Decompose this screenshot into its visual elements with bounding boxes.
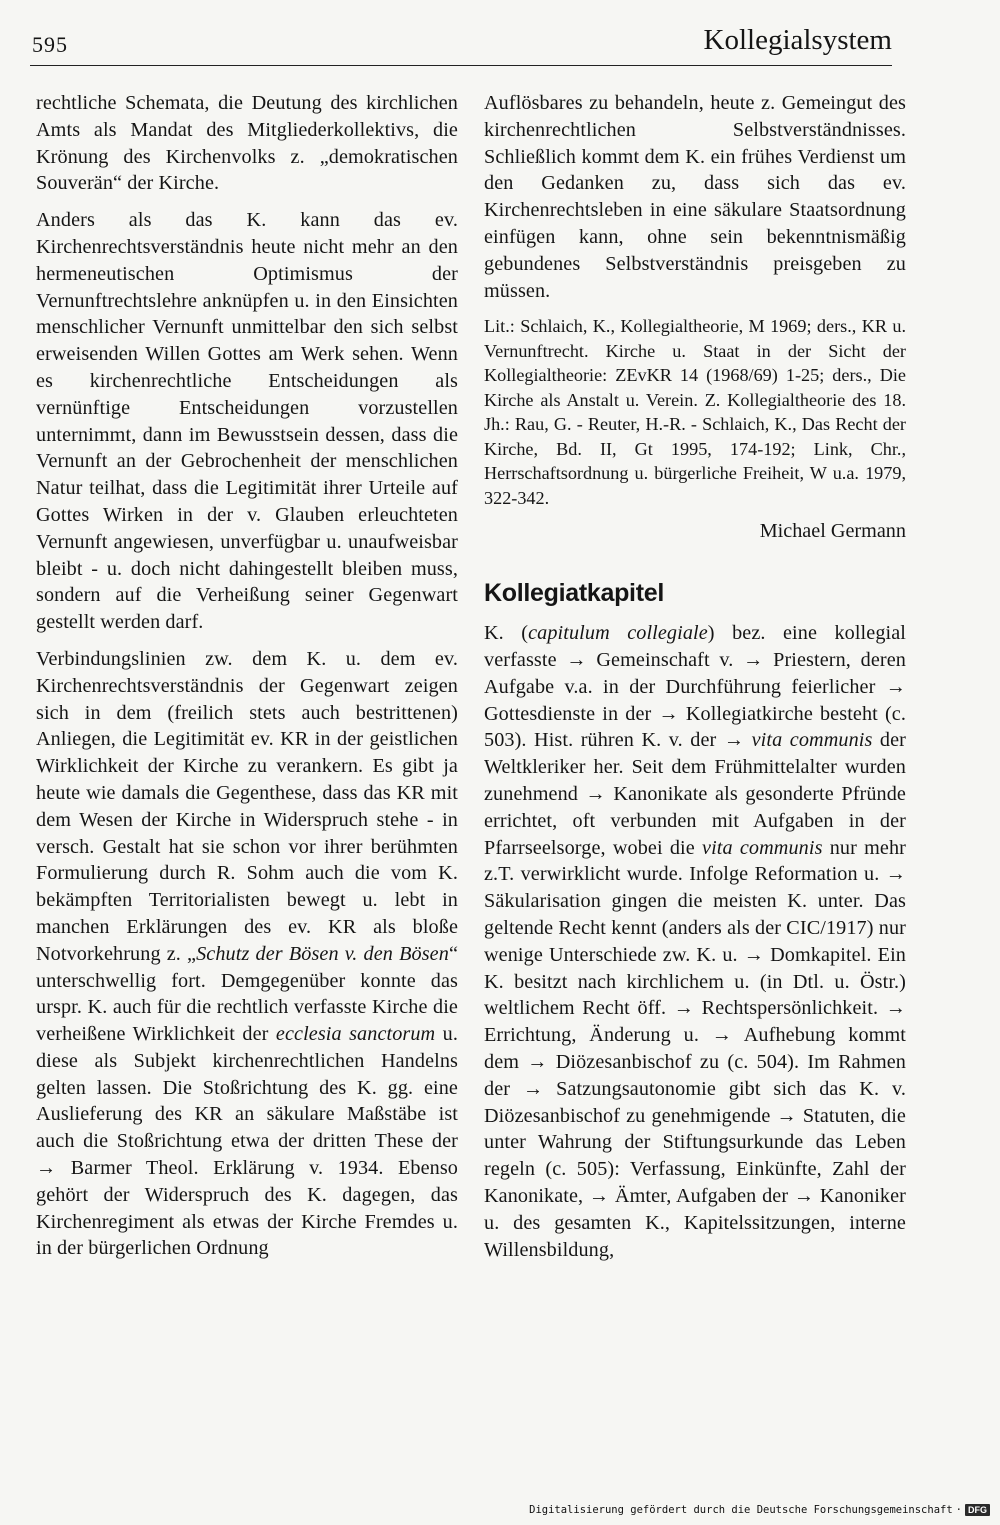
dfg-logo-icon: DFG: [965, 1504, 990, 1516]
italic-quote: Schutz der Bösen v. den Bösen: [196, 942, 449, 965]
text-run: nur mehr z.T. verwirklicht wurde. Infolge Reformation u. → Säkularisation gingen die meisten K. unter. Das geltende Recht kennt (anders als der CIC/1917) nur wenige Unterschiede zw. K. u. → Domkapitel. Ein K. besitzt nach kirchlichem u. (in Dtl. u. Östr.) weltlichem Recht öff. → Rechtspersönlichkeit. → Errichtung, Änderung u. → Aufhebung kommt dem → Diözesanbischof zu (c. 504). Im Rahmen der → Satzungsautonomie gibt sich das K. v. Diözesanbischof zu genehmigende → Statuten, die unter Wahrung der Stiftungsurkunde das Leben regeln (c. 505): Verfassung, Einkünfte, Zahl der Kanonikate, → Ämter, Aufgaben der → Kanoniker u. des gesamten K., Kapitelssitzungen, interne Willensbildung,: [484, 836, 907, 1261]
right-column: [484, 90, 906, 1273]
header-rule: [30, 65, 892, 66]
text-run: der Weltkleriker her. Seit dem Frühmittelalter wurden zunehmend → Kanonikate als gesonderte Pfründe errichtet, oft verbunden mit Aufgaben in der Pfarrseelsorge, wobei die: [484, 729, 906, 859]
page-number: 595: [32, 32, 68, 57]
text-run: “ unterschwellig fort. Demgegenüber konnte das urspr. K. auch für die rechtlich verfasste Kirche die verheißene Wirklichkeit der: [36, 942, 458, 1046]
paragraph: [36, 646, 458, 1262]
paragraph: Auflösbares zu behandeln, heute z. Gemeingut des kirchenrechtlichen Selbstverständnisses. Schließlich kommt dem K. ein frühes Verdienst um den Gedanken zu, dass sich das ev. Kirchenrechtsleben in eine säkulare Staatsordnung einfügen kann, ohne sein bekenntnismäßig gebundenes Selbstverständnis preisgeben zu müssen.: [484, 92, 906, 302]
italic-term: vita communis: [751, 729, 873, 752]
paragraph: Anders als das K. kann das ev. Kirchenrechtsverständnis heute nicht mehr an den hermeneutischen Optimismus der Vernunftrechtslehre anknüpfen u. in den Einsichten menschlicher Vernunft unmittelbar den sich selbst erweisenden Willen Gottes am Werk sehen. Wenn es kirchenrechtliche Entscheidungen als vernünftige Entscheidungen vorzustellen unternimmt, dann im Bewusstsein dessen, dass die Vernunft an der Gebrochenheit der menschlichen Natur teilhat, dass die Legitimität ihrer Urteile auf Gottes Wirken in der v. Glauben erleuchteten Vernunft angewiesen, unverfügbar u. unaufweisbar bleibt - u. doch nicht dahingestellt bleiben muss, sondern auf die Verheißung seiner Gegenwart gestellt werden darf.: [36, 209, 458, 634]
page-header: [30, 18, 892, 68]
text-run: Verbindungslinien zw. dem K. u. dem ev. Kirchenrechtsverständnis der Gegenwart zeigen sich in dem (freilich stets auch bestrittenen) Anliegen, die Legitimität ev. KR in der geistlichen Wirklichkeit der Kirche zu verankern. Es gibt ja heute wie damals die Gegenthese, dass das KR mit dem Wesen der Kirche in Widerspruch stehe - in versch. Gestalt hat sie schon vor ihrer berühmten Formulierung durch R. Sohm auch die vom K. bekämpften Territorialisten bewegt u. lebt in manchen Erklärungen des ev. KR als bloße Notvorkehrung z. „: [36, 647, 458, 965]
entry-heading: Kollegiatkapitel: [484, 579, 664, 608]
text-run: K. (: [484, 622, 529, 645]
footer-separator: ·: [955, 1504, 962, 1516]
paragraph: rechtliche Schemata, die Deutung des kirchlichen Amts als Mandat des Mitgliederkollektivs, die Krönung des Kirchenvolks z. „demokratischen Souverän“ der Kirche.: [36, 92, 458, 195]
literature-references: Lit.: Schlaich, K., Kollegialtheorie, M 1969; ders., KR u. Vernunftrecht. Kirche u. Staat in der Sicht der Kollegialtheorie: ZEvKR 14 (1968/69) 1-25; ders., Die Kirche als Anstalt u. Verein. Z. Kollegialtheorie des 18. Jh.: Rau, G. - Reuter, H.-R. - Schlaich, K., Das Recht der Kirche, Bd. II, Gt 1995, 174-192; Link, Chr., Herrschaftsordnung u. bürgerliche Freiheit, W u.a. 1979, 322-342.: [484, 316, 906, 508]
running-head: Kollegialsystem: [703, 24, 892, 56]
text-run: ) bez. eine kollegial verfasste → Gemeinschaft v. → Priestern, deren Aufgabe v.a. in der Durchführung feierlicher → Gottesdienste in der → Kollegiatkirche besteht (c. 503). Hist. rühren K. v. der →: [484, 622, 906, 752]
text-run: u. diese als Subjekt kirchenrechtlichen Handelns gelten lassen. Die Stoßrichtung des K. gg. eine Auslieferung des KR an säkulare Maßstäbe ist auch die Stoßrichtung etwa der dritten These der → Barmer Theol. Erklärung v. 1934. Ebenso gehört der Widerspruch des K. dagegen, das Kirchenregiment als etwas der Kirche Fremdes u. in der bürgerlichen Ordnung: [36, 1023, 458, 1260]
author-signature: Michael Germann: [759, 520, 906, 543]
digitization-footer: [529, 1504, 990, 1516]
italic-term: vita communis: [702, 836, 823, 859]
left-column: [36, 90, 458, 1272]
footer-text: Digitalisierung gefördert durch die Deutsche Forschungsgemeinschaft: [529, 1504, 953, 1516]
italic-term: capitulum collegiale: [528, 622, 708, 645]
entry-text: [484, 620, 906, 1263]
italic-term: ecclesia sanctorum: [275, 1023, 436, 1046]
